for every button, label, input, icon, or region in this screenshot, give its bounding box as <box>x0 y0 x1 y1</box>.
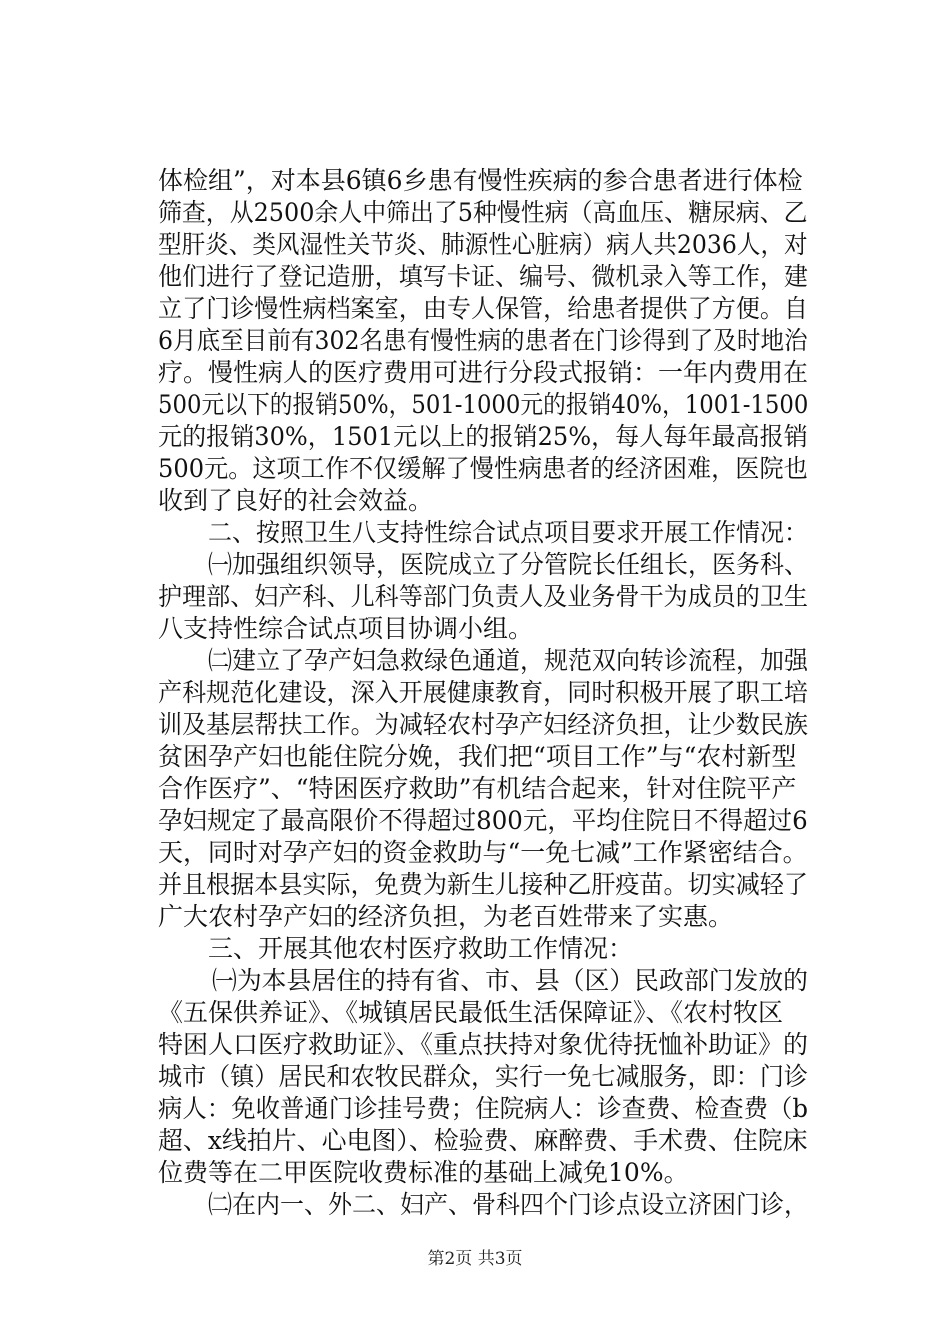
text-line: 500元以下的报销50%，501-1000元的报销40%，1001-1500 <box>158 390 809 419</box>
text-line: 6月底至目前有302名患有慢性病的患者在门诊得到了及时地治 <box>158 326 808 355</box>
text-line: 贫困孕产妇也能住院分娩，我们把“项目工作”与“农村新型 <box>158 742 797 771</box>
text-line: 元的报销30%，1501元以上的报销25%，每人每年最高报销 <box>158 422 808 451</box>
text-line: 并且根据本县实际，免费为新生儿接种乙肝疫苗。切实减轻了 <box>158 870 809 899</box>
section-heading-2: 二、按照卫生八支持性综合试点项目要求开展工作情况： <box>208 518 809 547</box>
text-line: 型肝炎、类风湿性关节炎、肺源性心脏病）病人共2036人，对 <box>158 230 808 259</box>
text-line: 《五保供养证》、《城镇居民最低生活保障证》、《农村牧区 <box>158 998 784 1027</box>
text-line: 产科规范化建设，深入开展健康教育，同时积极开展了职工培 <box>158 678 809 707</box>
text-line: 疗。慢性病人的医疗费用可进行分段式报销：一年内费用在 <box>158 358 809 387</box>
text-line: 城市（镇）居民和农牧民群众，实行一免七减服务，即：门诊 <box>158 1062 809 1091</box>
text-line: 超、x线拍片、心电图）、检验费、麻醉费、手术费、住院床 <box>158 1126 808 1155</box>
text-line: 位费等在二甲医院收费标准的基础上减免10%。 <box>158 1158 689 1187</box>
text-line: 护理部、妇产科、儿科等部门负责人及业务骨干为成员的卫生 <box>158 582 809 611</box>
text-line: 八支持性综合试点项目协调小组。 <box>158 614 534 643</box>
section-heading-3: 三、开展其他农村医疗救助工作情况： <box>208 934 634 963</box>
paragraph-start: ㈠为本县居住的持有省、市、县（区）民政部门发放的 <box>212 966 809 995</box>
text-line: 合作医疗”、“特困医疗救助”有机结合起来，针对住院平产 <box>158 774 797 803</box>
text-line: 收到了良好的社会效益。 <box>158 486 434 515</box>
document-body <box>158 165 808 1221</box>
text-line: 筛查，从2500余人中筛出了5种慢性病（高血压、糖尿病、乙 <box>158 198 808 227</box>
text-line: 病人：免收普通门诊挂号费；住院病人：诊查费、检查费（b <box>158 1094 809 1123</box>
text-line: 500元。这项工作不仅缓解了慢性病患者的经济困难，医院也 <box>158 454 808 483</box>
text-line: 特困人口医疗救助证》、《重点扶持对象优待抚恤补助证》的 <box>158 1030 809 1059</box>
text-line: 天，同时对孕产妇的资金救助与“一免七减”工作紧密结合。 <box>158 838 808 867</box>
page-footer <box>0 1244 950 1269</box>
text-line: 他们进行了登记造册，填写卡证、编号、微机录入等工作，建 <box>158 262 809 291</box>
page-number: 第2页 共3页 <box>427 1249 523 1269</box>
paragraph-start: ㈠加强组织领导，医院成立了分管院长任组长，医务科、 <box>208 550 809 579</box>
text-line: 孕妇规定了最高限价不得超过800元，平均住院日不得超过6 <box>158 806 808 835</box>
paragraph-start: ㈡在内一、外二、妇产、骨科四个门诊点设立济困门诊， <box>208 1190 809 1219</box>
text-line: 广大农村孕产妇的经济负担，为老百姓带来了实惠。 <box>158 902 734 931</box>
text-line: 训及基层帮扶工作。为减轻农村孕产妇经济负担，让少数民族 <box>158 710 809 739</box>
text-line: 立了门诊慢性病档案室，由专人保管，给患者提供了方便。自 <box>158 294 809 323</box>
text-line: 体检组”，对本县6镇6乡患有慢性疾病的参合患者进行体检 <box>158 166 803 195</box>
paragraph-start: ㈡建立了孕产妇急救绿色通道，规范双向转诊流程，加强 <box>208 646 809 675</box>
